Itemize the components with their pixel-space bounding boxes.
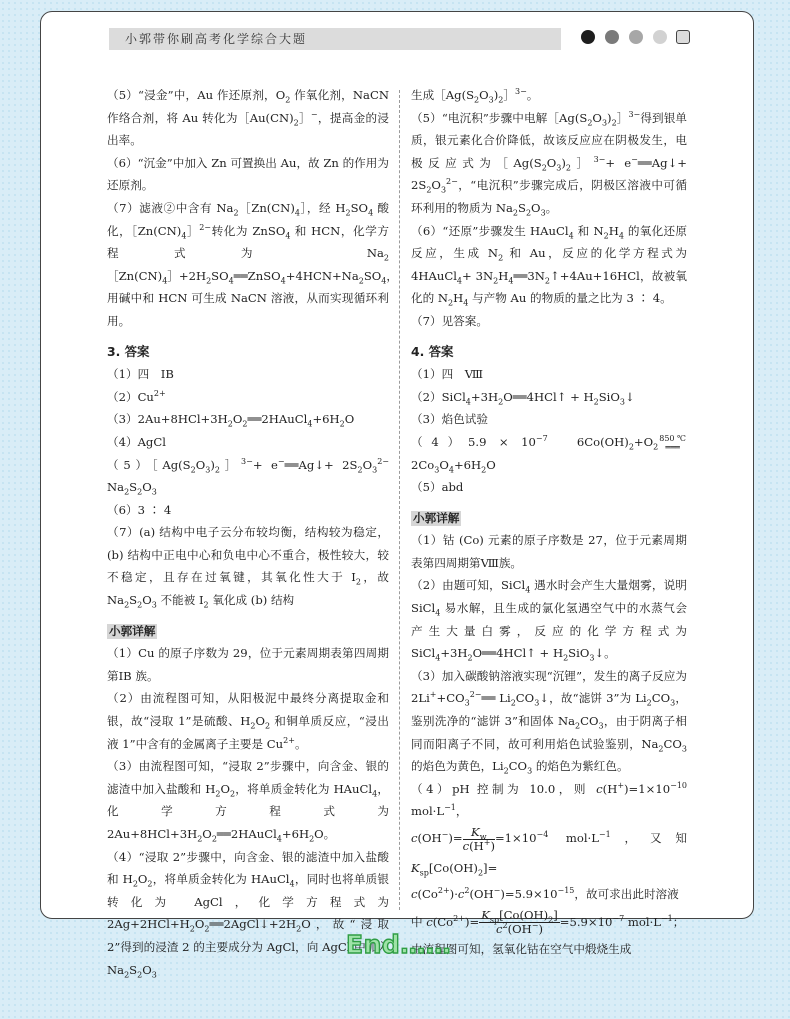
answer-heading-4: 4. 答案: [411, 343, 454, 359]
left-paragraph-7: （7）滤液②中含有 $Na_2[Zn(CN)_4]$，经 $H_2SO_4$ 酸化，$[Zn(CN)_4]^{2-}$转化为 ZnSO$_4$ 和 HCN，化学方程式为 $Na_2[Zn(CN)_4]+2H_2SO_4══ZnSO_4+4HCN+Na_2SO_4$，用碱中和 HCN 可生成 NaCN 溶液，从而实现循环利用。: [107, 200, 398, 328]
left-detail-1: （1）Cu 的原子序数为 29，位于元素周期表第四周期第ⅠB 族。: [107, 646, 389, 683]
formula-line-2: $c(Co^{2+})\cdot c^2(OH^-)=5.9\times 10^{-15}$，故可求出此时溶液: [411, 886, 679, 901]
reaction-condition: 850 ℃: [659, 433, 686, 443]
answer-3-1: （1）四 ⅠB: [107, 367, 174, 382]
column-divider: [399, 90, 400, 910]
left-paragraph-5: （5）“浸金”中，Au 作还原剂，$O_2$ 作氧化剂，NaCN 作络合剂，将 Au 转化为$[Au(CN)_2]^-$，提高金的浸出率。: [107, 88, 389, 148]
formula-line-3: 中 $c(Co^{2+})=$ $\frac{K_{sp}[Co(OH)_2]}{c^2(OH^-)}$ $=5.9\times 10^{-7}$ $mol\cdot L^{-1}$；: [411, 908, 685, 937]
dot-3: [629, 30, 643, 44]
right-column: [411, 84, 687, 960]
left-detail-4: （4）“浸取 2”步骤中，向含金、银的滤渣中加入盐酸和 $H_2O_2$，将单质金转化为 HAuCl$_4$，同时也将单质银转化为 AgCl，化学方程式为 $2Ag+2HCl+H_2O_2══2AgCl↓+2H_2O$，故“浸取 2”得到的浸渣 2 的主要成分为 AgCl，向 AgCl 中加入 $Na_2S_2O_3$: [107, 849, 390, 979]
dot-2: [605, 30, 619, 44]
answer-3-2: $(2)Cu^{2+}$: [107, 388, 166, 404]
detail-tag-right: 小郭详解: [413, 510, 460, 525]
detail-tag-left: 小郭详解: [109, 623, 156, 638]
end-label: End……: [346, 930, 452, 959]
left-detail-3: （3）由流程图可知，“浸取 2”步骤中，向含金、银的滤渣中加入盐酸和 $H_2O_2$，将单质金转化为 HAuCl$_4$，化学方程式为 $2Au+8HCl+3H_2O_2══2HAuCl_4+6H_2O$。: [107, 759, 390, 844]
answer-3-6: （6）3 ∶ 4: [107, 502, 172, 517]
right-detail-2: （2）由题可知，SiCl$_4$ 遇水时会产生大量烟雾，说明 SiCl$_4$ 易水解，且生成的氯化氢遇空气中的水蒸气会产生大量白雾，反应的化学方程式为 $SiCl_4+3H_2O══4HCl↑$ + $H_2SiO_3↓$。: [411, 578, 687, 663]
right-paragraph-5: （5）“电沉积”步骤中电解$[Ag(S_2O_3)_2]^{3-}$得到银单质，银元素化合价降低，故该反应应在阴极发生，电极反应式为$[Ag(S_2O_3)_2]^{3-}+$ e−══Ag↓+ $2S_2O_3^{2-}$，“电沉积”步骤完成后，阴极区溶液中可循环利用的物质为 $Na_2S_2O_3$。: [411, 109, 687, 218]
right-last-line: 由流程图可知，氢氧化钴在空气中煅烧生成: [411, 941, 632, 956]
answer-3-3: $(3)2Au+8HCl+3H_2O_2══2HAuCl_4+6H_2O$: [107, 412, 355, 429]
dot-1: [581, 30, 595, 44]
left-detail-2: （2）由流程图可知，从阳极泥中最终分离提取金和银，故“浸取 1”是硫酸、$H_2O_2$ 和铜单质反应，“浸出液 1”中含有的金属离子主要是 $Cu^{2+}$。: [107, 691, 389, 751]
right-detail-4: （4）pH 控制为 10.0，则 $c(H^+)=1\times 10^{-10}$ $mol\cdot L^{-1}$，: [411, 780, 687, 819]
square-marker: [676, 30, 690, 44]
right-paragraph-6: （6）“还原”步骤发生 HAuCl$_4$ 和 $N_2H_4$ 的氧化还原反应，生成 $N_2$ 和 Au，反应的化学方程式为 4HAuCl$_4$+ $3N_2H_4══3N_2↑+4Au+16HCl$，故被氧化的 $N_2H_4$ 与产物 Au 的物质的量之比为 3 ∶ 4。: [411, 223, 687, 308]
left-paragraph-6: （6）“沉金”中加入 Zn 可置换出 Au，故 Zn 的作用为还原剂。: [107, 155, 389, 193]
right-continuation: 生成$[Ag(S_2O_3)_2]^{3-}$。: [411, 87, 539, 105]
answer-4-3: （3）焰色试验: [411, 412, 488, 427]
answer-4-1: （1）四 Ⅷ: [411, 367, 484, 382]
answer-4-5: （5）abd: [411, 480, 464, 495]
dot-4: [653, 30, 667, 44]
right-detail-3: （3）加入碳酸钠溶液实现“沉锂”，发生的离子反应为 $2Li^++CO_3^{2-}══$ $Li_2CO_3↓$，故“滤饼 3”为 $Li_2CO_3$，鉴别洗净的“滤饼 3”和固体 $Na_2CO_3$，由于阴离子相同而阳离子不同，故可利用焰色试验鉴别，$Na_2CO_3$ 的焰色为黄色，$Li_2CO_3$ 的焰色为紫红色。: [411, 668, 687, 776]
answer-3-4: （4）AgCl: [107, 434, 166, 449]
answer-3-7: （7）(a) 结构中电子云分布较均衡，结构较为稳定，(b) 结构中正电中心和负电中心不重合，极性较大，较不稳定，且存在过氧键，其氧化性大于 $I_2$，故 $Na_2S_2O_3$ 不能被 $I_2$ 氧化成 (b) 结构: [107, 525, 389, 610]
fraction-ksp: $\frac{K_{sp}[Co(OH)_2]}{c^2(OH^-)}$: [481, 908, 558, 937]
answer-3-5: $(5)[Ag(S_2O_3)_2]^{3-}+$ e−══Ag↓+ $2S_2O_3^{2-}$ $Na_2S_2O_3$: [107, 456, 401, 497]
formula-line-1: c(OH−)= $\frac{K_w}{c(H^+)}$ $=1\times 10^{-4}$ $mol\cdot L^{-1}$，又知 $K_{sp}[Co(OH)_2]=$: [411, 824, 687, 878]
fraction-kw: $\frac{K_w}{c(H^+)}$: [462, 824, 495, 853]
answer-heading-3: 3. 答案: [107, 343, 150, 359]
right-paragraph-7: （7）见答案。: [411, 313, 488, 328]
answer-4-2: $(2)SiCl_4+3H_2O══4HCl↑$ + $H_2SiO_3↓$: [411, 389, 635, 407]
right-detail-1: （1）钴 (Co) 元素的原子序数是 27，位于元素周期表第四周期第Ⅷ族。: [411, 533, 687, 570]
page-header-title: 小郭带你刷高考化学综合大题: [109, 28, 561, 50]
answer-4-4: $(4)5.9 \times 10^{-7}$ $6Co(OH)_2+O_2$ 850 ℃ ═══ $2Co_3O_4+6H_2O$: [411, 433, 686, 474]
